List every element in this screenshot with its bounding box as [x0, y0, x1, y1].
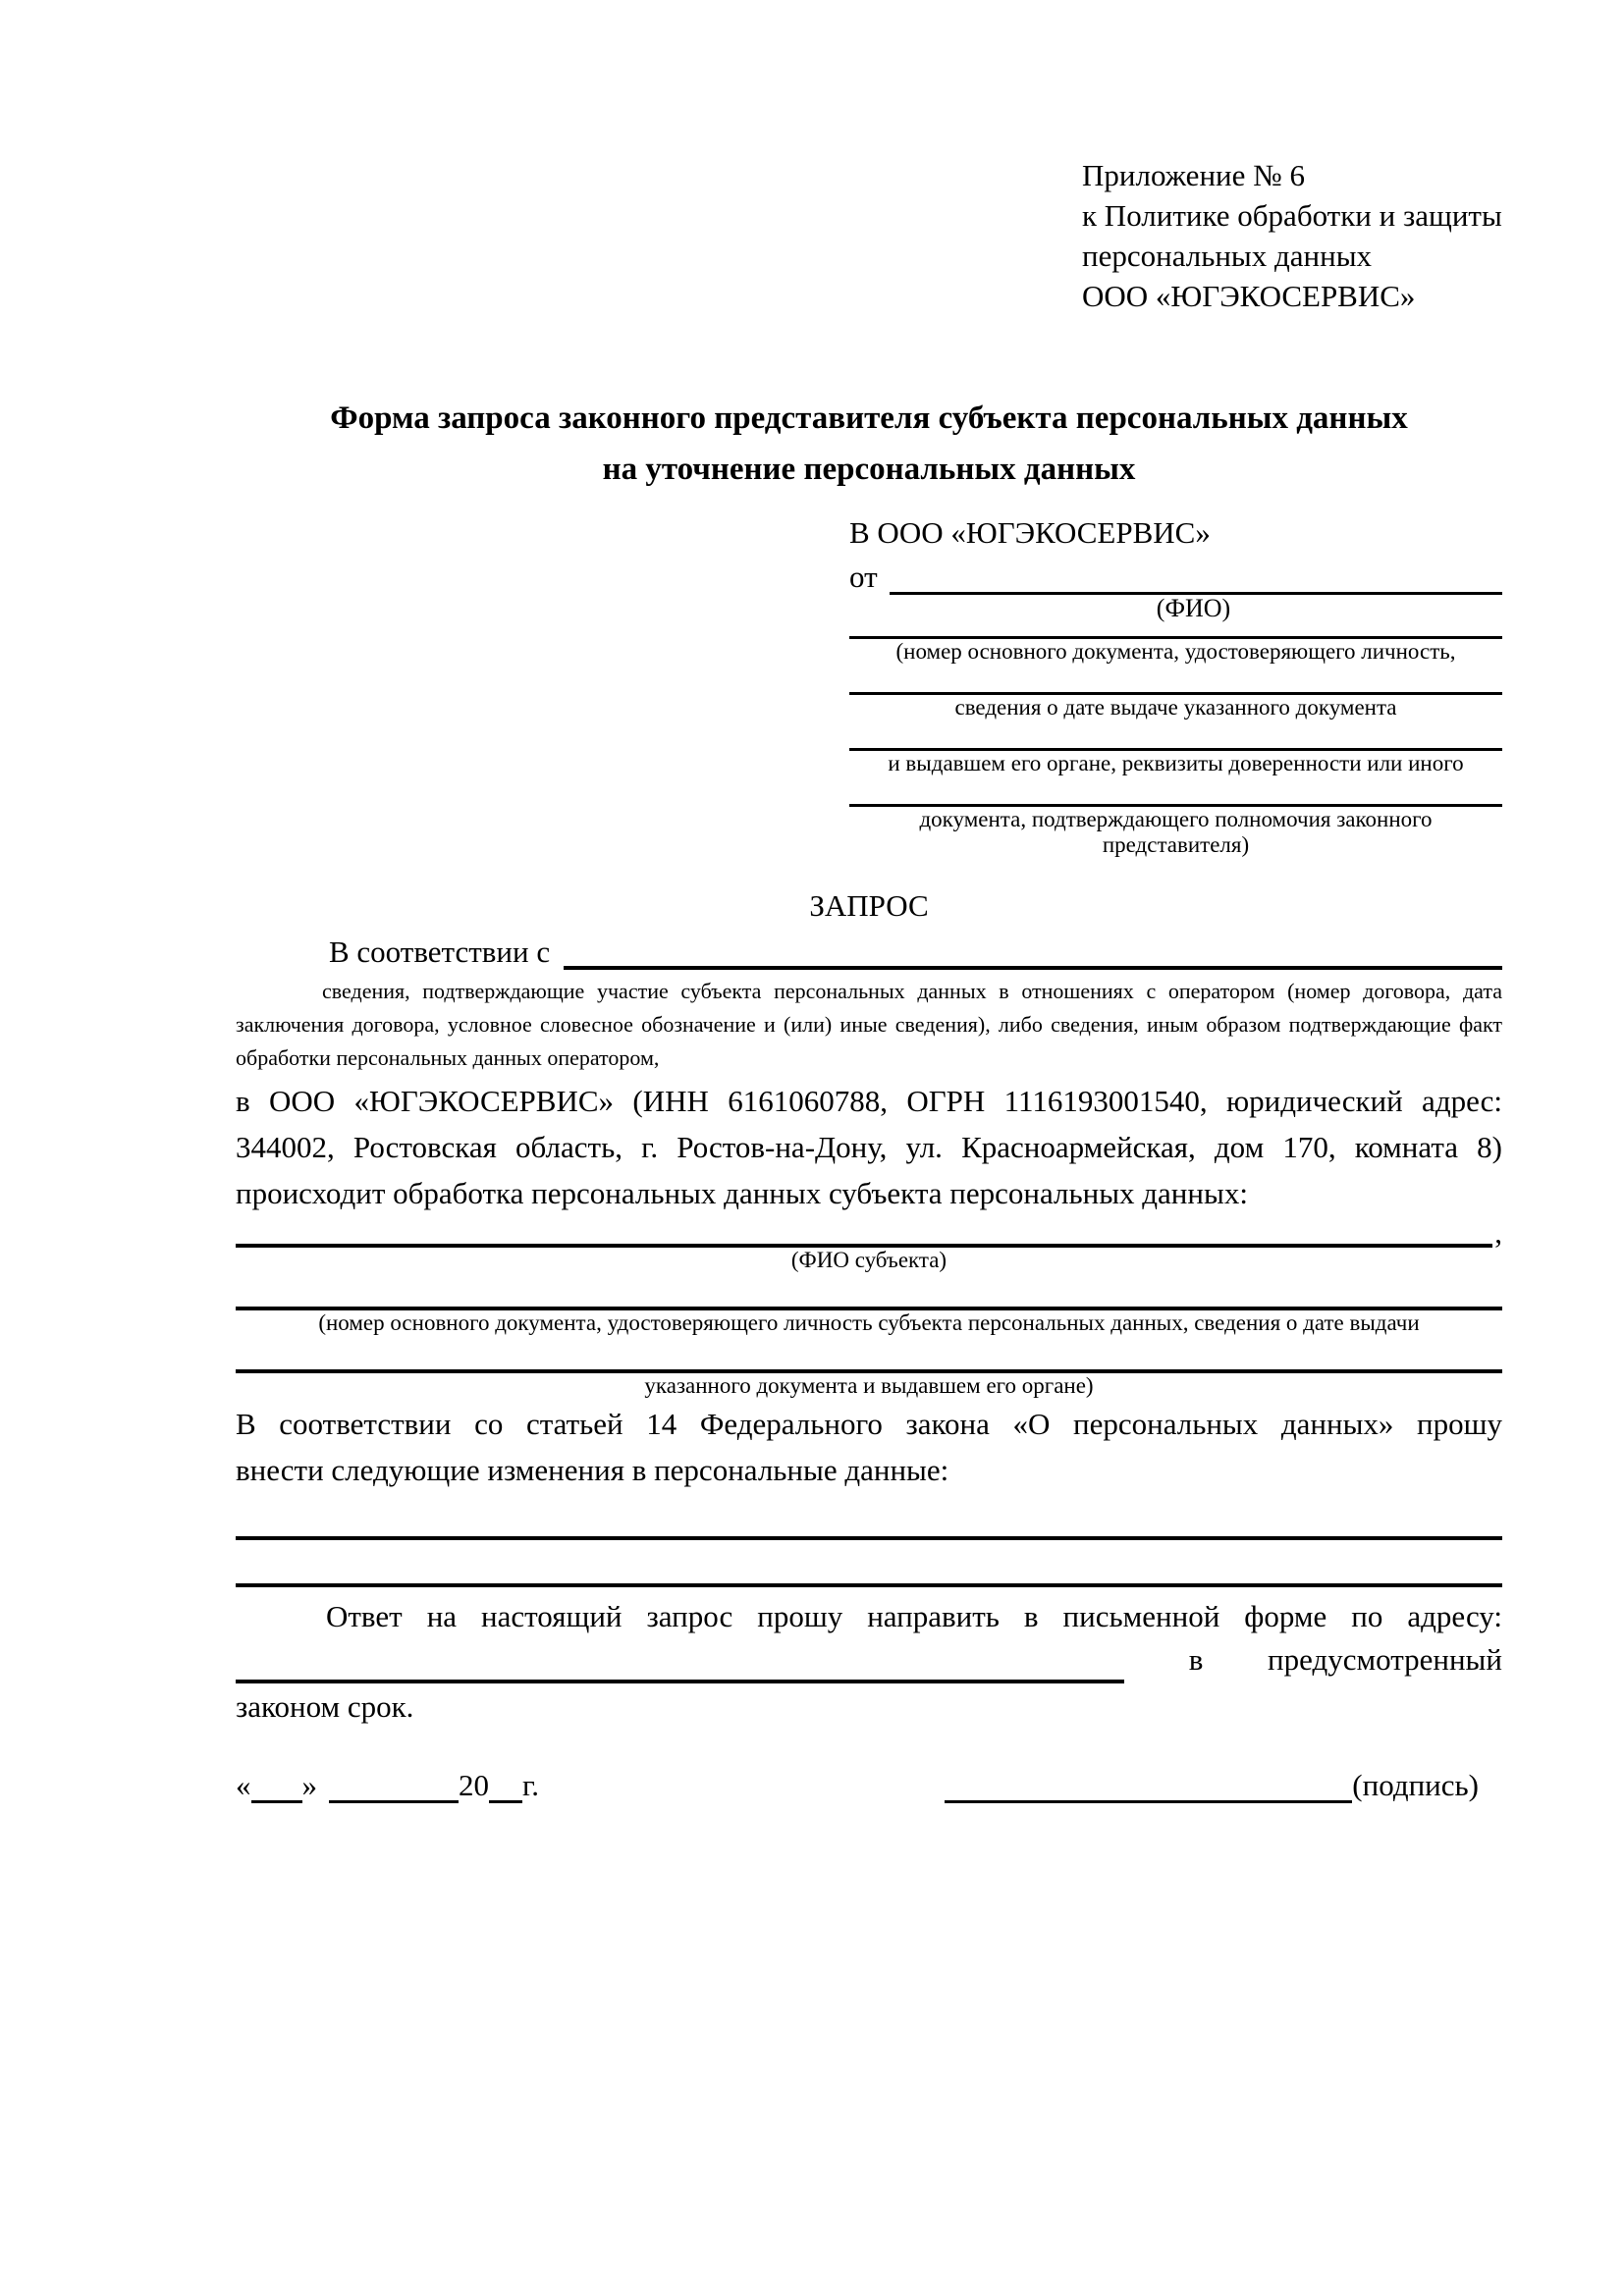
footnote-line: заключения договора, условное словесное обозначение и (или) иные сведения), либо сведения, иным образом подтверждающие факт [236, 1012, 1502, 1037]
operator-paragraph [236, 1078, 1502, 1216]
operator-paragraph-line: 344002, Ростовская область, г. Ростов-на-Дону, ул. Красноармейская, дом 170, комната 8) [236, 1130, 1502, 1164]
operator-paragraph-line: происходит обработка персональных данных субъекта персональных данных: [236, 1176, 1248, 1210]
document-title [236, 393, 1502, 495]
field-caption: и выдавшем его органе, реквизиты доверенности или иного [888, 751, 1464, 775]
field-caption: сведения о дате выдаче указанного документа [954, 695, 1397, 720]
appendix-block [1082, 155, 1502, 316]
close-quote: » [301, 1768, 317, 1802]
date-signature-row [236, 1768, 1502, 1803]
fio-caption: (ФИО) [1156, 594, 1231, 622]
request-heading: ЗАПРОС [809, 888, 929, 923]
document-title-line: на уточнение персональных данных [602, 452, 1136, 487]
answer-paragraph-line: законом срок. [236, 1689, 414, 1724]
addressee-to: В ООО «ЮГЭКОСЕРВИС» [849, 515, 1211, 550]
day-field-line [251, 1792, 302, 1803]
appendix-line: к Политике обработки и защиты [1082, 198, 1502, 233]
field-caption: документа, подтверждающего полномочия законного представителя) [919, 807, 1433, 857]
month-field-line [329, 1792, 459, 1803]
representative-document-field-line [849, 622, 1502, 639]
from-row [849, 554, 1502, 595]
signature-group [945, 1768, 1479, 1803]
subject-document-field-line [236, 1273, 1502, 1310]
law-paragraph-line: внести следующие изменения в персональные данные: [236, 1453, 949, 1487]
subject-document-caption: указанного документа и выдавшем его органе) [644, 1373, 1094, 1398]
changes-field-line [236, 1540, 1502, 1587]
appendix-line: персональных данных [1082, 239, 1373, 273]
field-caption: (номер основного документа, удостоверяющего личность, [895, 639, 1456, 664]
year-prefix: 20 [459, 1768, 489, 1802]
year-suffix: г. [522, 1768, 539, 1802]
subject-name-comma: , [1494, 1215, 1502, 1250]
footnote-line: обработки персональных данных оператором, [236, 1045, 660, 1070]
appendix-line: ООО «ЮГЭКОСЕРВИС» [1082, 279, 1416, 313]
law-paragraph-line: В соответствии со статьей 14 Федерального закона «О персональных данных» прошу [236, 1407, 1502, 1441]
from-label: от [849, 560, 878, 594]
accordance-row [236, 929, 1502, 970]
footnote-block [236, 975, 1502, 1075]
answer-paragraph [236, 1593, 1502, 1731]
representative-document-field-line [849, 721, 1502, 751]
answer-paragraph-line: Ответ на настоящий запрос прошу направить в письменной форме по адресу: [326, 1599, 1502, 1633]
addressee-block [849, 512, 1502, 858]
footnote-line: сведения, подтверждающие участие субъекта персональных данных в отношениях с оператором (номер договора, дата [322, 979, 1502, 1003]
answer-word: предусмотренный [1268, 1642, 1502, 1677]
answer-word: в [1188, 1642, 1204, 1677]
subject-fio-caption: (ФИО субъекта) [790, 1248, 947, 1272]
law-paragraph [236, 1401, 1502, 1493]
representative-document-field-line [849, 665, 1502, 695]
signature-field-line [945, 1792, 1352, 1803]
changes-field-line [236, 1493, 1502, 1540]
subject-document-caption: (номер основного документа, удостоверяющего личность субъекта персональных данных, сведения о дате выдачи [318, 1310, 1420, 1335]
accordance-label: В соответствии с [329, 934, 551, 969]
subject-name-row [236, 1216, 1502, 1248]
representative-document-field-line [849, 776, 1502, 807]
subject-document-field-line [236, 1336, 1502, 1373]
appendix-line: Приложение № 6 [1082, 158, 1305, 192]
date-group [236, 1768, 539, 1803]
operator-paragraph-line: в ООО «ЮГЭКОСЕРВИС» (ИНН 6161060788, ОГРН 1116193001540, юридический адрес: [236, 1084, 1502, 1118]
signature-caption: (подпись) [1352, 1768, 1479, 1802]
answer-address-row [236, 1640, 1502, 1683]
accordance-field-line [564, 966, 1502, 970]
document-title-line: Форма запроса законного представителя субъекта персональных данных [330, 400, 1408, 436]
year-field-line [489, 1792, 522, 1803]
open-quote: « [236, 1768, 251, 1802]
